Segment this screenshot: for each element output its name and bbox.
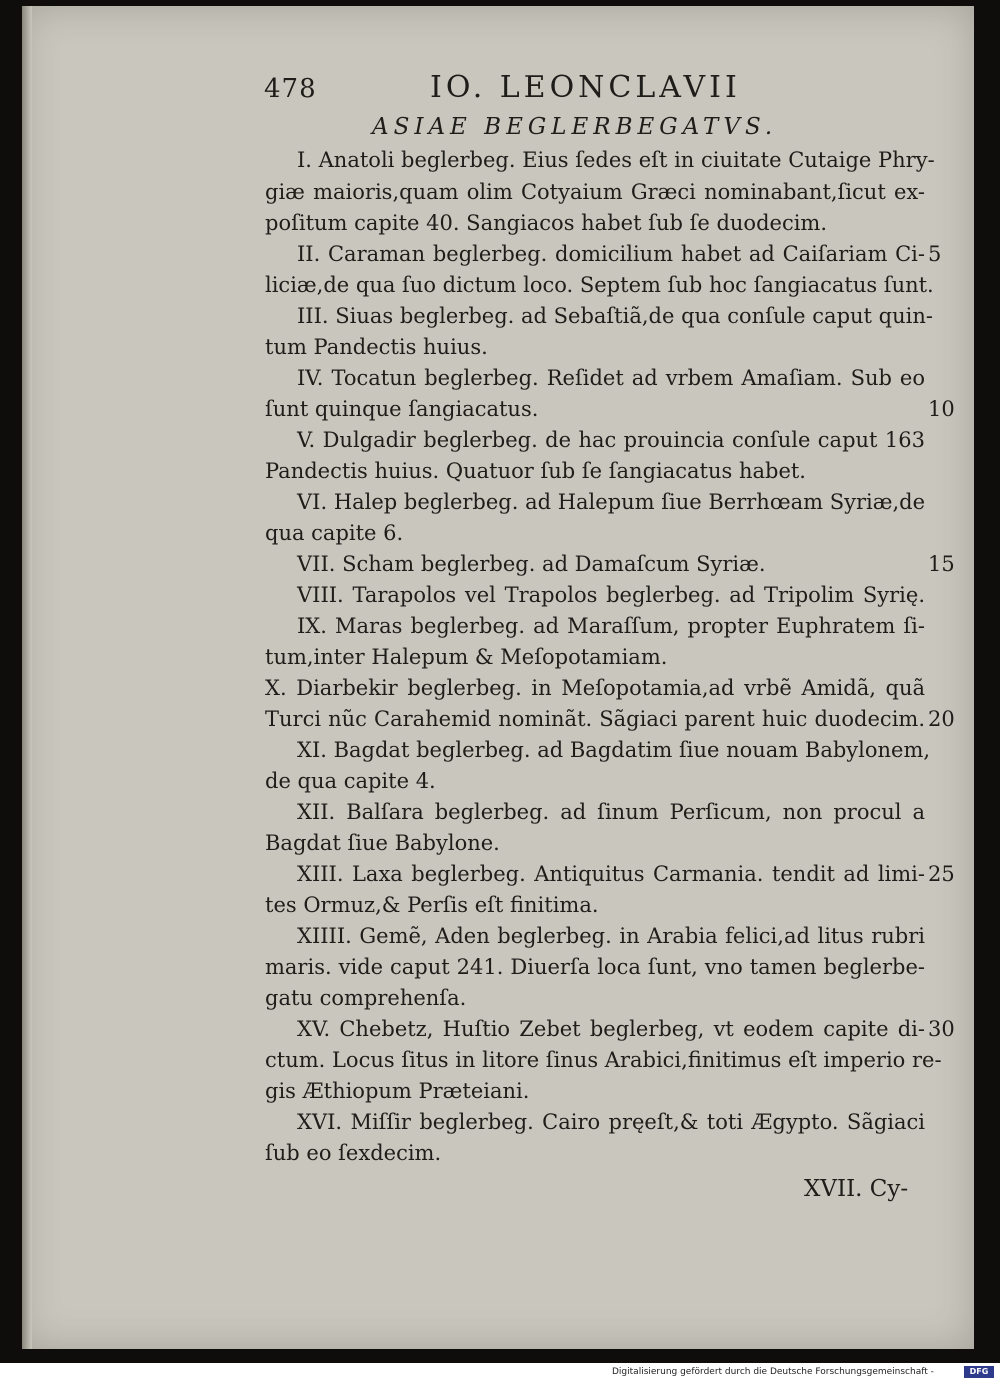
text-line: X. Diarbekir beglerbeg. in Meſopotamia,ad vrbẽ Amidã, quã — [265, 676, 925, 700]
text-line: tum,inter Halepum & Meſopotamiam. — [265, 645, 668, 669]
text-line: XIIII. Gemẽ, Aden beglerbeg. in Arabia felici,ad litus rubri — [297, 924, 925, 948]
text-line: gis Æthiopum Præteiani. — [265, 1079, 530, 1103]
text-line: ſunt quinque ſangiacatus. — [265, 397, 539, 421]
margin-line-number: 10 — [928, 397, 955, 421]
text-line: Pandectis huius. Quatuor ſub ſe ſangiacatus habet. — [265, 459, 806, 483]
text-line: tes Ormuz,& Perſis eſt finitima. — [265, 893, 599, 917]
text-line: XVI. Miſſir beglerbeg. Cairo pręeſt,& toti Ægypto. Sãgiaci — [297, 1110, 925, 1134]
catchword: XVII. Cy- — [804, 1176, 909, 1202]
text-line: ctum. Locus ſitus in litore ſinus Arabici,finitimus eſt imperio re- — [265, 1048, 942, 1072]
text-line: maris. vide caput 241. Diuerſa loca ſunt, vno tamen beglerbe- — [265, 955, 925, 979]
text-line: Turci nũc Carahemid nominãt. Sãgiaci parent huic duodecim. — [265, 707, 925, 731]
dfg-logo: DFG — [964, 1366, 994, 1378]
text-line: ſub eo ſexdecim. — [265, 1141, 442, 1165]
digitization-credit: Digitalisierung gefördert durch die Deutsche Forschungsgemeinschaft - — [612, 1367, 934, 1377]
text-line: II. Caraman beglerbeg. domicilium habet ad Caiſariam Ci- — [297, 242, 925, 266]
running-title: IO. LEONCLAVII — [430, 70, 741, 105]
margin-line-number: 15 — [928, 552, 955, 576]
page-number: 478 — [264, 74, 317, 104]
text-line: XIII. Laxa beglerbeg. Antiquitus Carmania. tendit ad limi- — [297, 862, 925, 886]
text-line: XV. Chebetz, Huſtio Zebet beglerbeg, vt eodem capite di- — [297, 1017, 925, 1041]
text-line: III. Siuas beglerbeg. ad Sebaſtiã,de qua conſule caput quin- — [297, 304, 933, 328]
text-line: VI. Halep beglerbeg. ad Halepum ſiue Berrhœam Syriæ,de — [297, 490, 925, 514]
margin-line-number: 30 — [928, 1017, 955, 1041]
page-gutter — [22, 6, 32, 1349]
text-line: I. Anatoli beglerbeg. Eius ſedes eſt in ciuitate Cutaige Phry- — [297, 148, 935, 172]
text-line: gatu comprehenſa. — [265, 986, 467, 1010]
text-line: XII. Balſara beglerbeg. ad ſinum Perſicum, non procul a — [297, 800, 925, 824]
margin-line-number: 25 — [928, 862, 955, 886]
text-line: tum Pandectis huius. — [265, 335, 488, 359]
text-line: VIII. Tarapolos vel Trapolos beglerbeg. ad Tripolim Syrię. — [297, 583, 925, 607]
text-line: IV. Tocatun beglerbeg. Reſidet ad vrbem Amaſiam. Sub eo — [297, 366, 925, 390]
text-line: XI. Bagdat beglerbeg. ad Bagdatim ſiue nouam Babylonem, — [297, 738, 931, 762]
text-line: poſitum capite 40. Sangiacos habet ſub ſe duodecim. — [265, 211, 828, 235]
margin-line-number: 5 — [928, 242, 942, 266]
text-line: IX. Maras beglerbeg. ad Maraſſum, propter Euphratem ſi- — [297, 614, 925, 638]
section-title: ASIAE BEGLERBEGATVS. — [372, 114, 778, 140]
text-line: giæ maioris,quam olim Cotyaium Græci nominabant,ſicut ex- — [265, 180, 925, 204]
margin-line-number: 20 — [928, 707, 955, 731]
text-line: liciæ,de qua ſuo dictum loco. Septem ſub hoc ſangiacatus ſunt. — [265, 273, 934, 297]
text-line: VII. Scham beglerbeg. ad Damaſcum Syriæ. — [297, 552, 766, 576]
text-line: V. Dulgadir beglerbeg. de hac prouincia conſule caput 163 — [297, 428, 925, 452]
text-line: Bagdat ſiue Babylone. — [265, 831, 500, 855]
text-line: qua capite 6. — [265, 521, 404, 545]
text-line: de qua capite 4. — [265, 769, 436, 793]
